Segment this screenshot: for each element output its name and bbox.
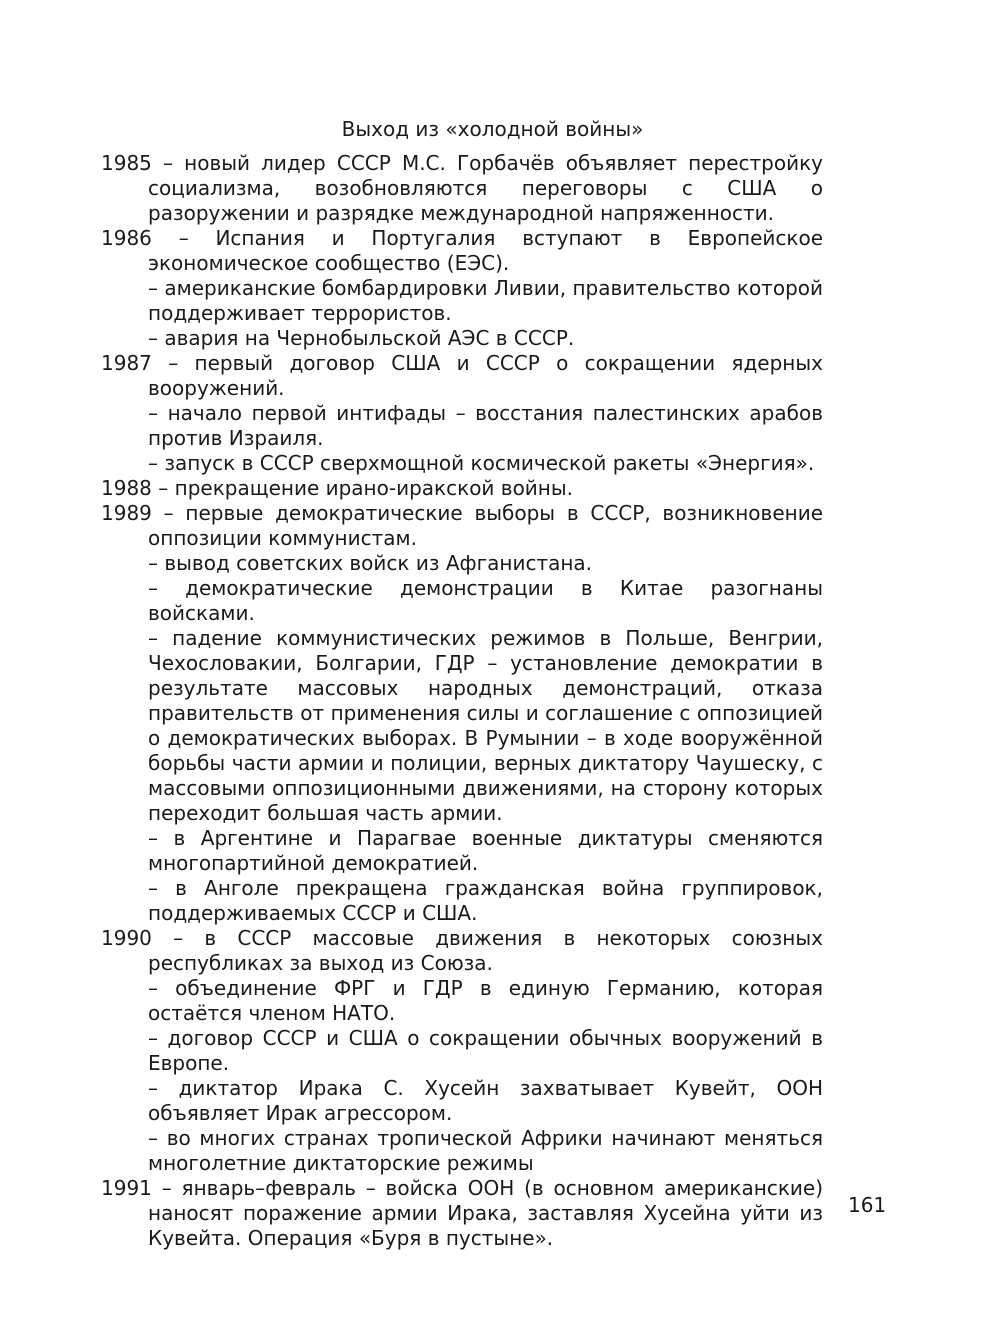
entry-1989-sub-4: – в Аргентине и Парагвае военные диктатуры сменяются многопартийной демократией. [148, 826, 823, 875]
entry-1986 [101, 226, 823, 276]
entry-1986-sub-1: – американские бомбардировки Ливии, правительство которой поддерживает террористов. [148, 276, 823, 325]
chronology-list [101, 151, 823, 1251]
entry-1991 [101, 1176, 823, 1251]
entry-1990-sub-1: – объединение ФРГ и ГДР в единую Германию, которая остаётся членом НАТО. [148, 976, 823, 1025]
entry-text: – январь–февраль – войска ООН (в основном американские) наносят поражение армии Ирака, заставляя Хусейна уйти из Кувейта. Операция «Буря в пустыне». [148, 1176, 823, 1250]
entry-year: 1989 [101, 501, 152, 525]
entry-1989-sub-1: – вывод советских войск из Афганистана. [148, 551, 593, 575]
entry-text: – в СССР массовые движения в некоторых союзных республиках за выход из Союза. [148, 926, 823, 975]
entry-text: – первый договор США и СССР о сокращении ядерных вооружений. [148, 351, 823, 400]
entry-1990-sub-4: – во многих странах тропической Африки начинают меняться многолетние диктаторские режимы [148, 1126, 823, 1175]
entry-1985 [101, 151, 823, 226]
entry-1986-sub-2: – авария на Чернобыльской АЭС в СССР. [148, 326, 575, 350]
entry-text: – прекращение ирано-иракской войны. [158, 476, 574, 500]
entry-text: – Испания и Португалия вступают в Европейское экономическое сообщество (ЕЭС). [148, 226, 824, 275]
entry-1990 [101, 926, 823, 976]
entry-1989 [101, 501, 823, 551]
page-number: 161 [848, 1193, 887, 1217]
entry-year: 1987 [101, 351, 152, 375]
entry-year: 1988 [101, 476, 152, 500]
entry-1990-sub-2: – договор СССР и США о сокращении обычных вооружений в Европе. [148, 1026, 823, 1075]
entry-1989-sub-3: – падение коммунистических режимов в Польше, Венгрии, Чехословакии, Болгарии, ГДР – установление демократии в результате массовых народных демонстраций, отказа правительств от применения силы и соглашение с оппозицией о демократических выборах. В Румынии – в ходе вооружённой борьбы части армии и полиции, верных диктатору Чаушеску, с массовыми оппозиционными движениями, на сторону которых переходит большая часть армии. [148, 626, 823, 825]
entry-1987 [101, 351, 823, 401]
page-title: Выход из «холодной войны» [341, 117, 644, 141]
entry-1989-sub-5: – в Анголе прекращена гражданская война группировок, поддерживаемых СССР и США. [148, 876, 823, 925]
entry-text: – первые демократические выборы в СССР, возникновение оппозиции коммунистам. [148, 501, 824, 550]
entry-text: – новый лидер СССР М.С. Горбачёв объявляет перестройку социализма, возобновляются переговоры с США о разоружении и разрядке международной напряженности. [148, 151, 824, 225]
entry-1990-sub-3: – диктатор Ирака С. Хусейн захватывает Кувейт, ООН объявляет Ирак агрессором. [148, 1076, 823, 1125]
entry-year: 1986 [101, 226, 152, 250]
entry-1988 [101, 476, 823, 501]
entry-year: 1991 [101, 1176, 152, 1200]
entry-year: 1990 [101, 926, 152, 950]
entry-1989-sub-2: – демократические демонстрации в Китае разогнаны войсками. [148, 576, 823, 625]
entry-1987-sub-1: – начало первой интифады – восстания палестинских арабов против Израиля. [148, 401, 823, 450]
entry-1987-sub-2: – запуск в СССР сверхмощной космической ракеты «Энергия». [148, 451, 815, 475]
entry-year: 1985 [101, 151, 152, 175]
